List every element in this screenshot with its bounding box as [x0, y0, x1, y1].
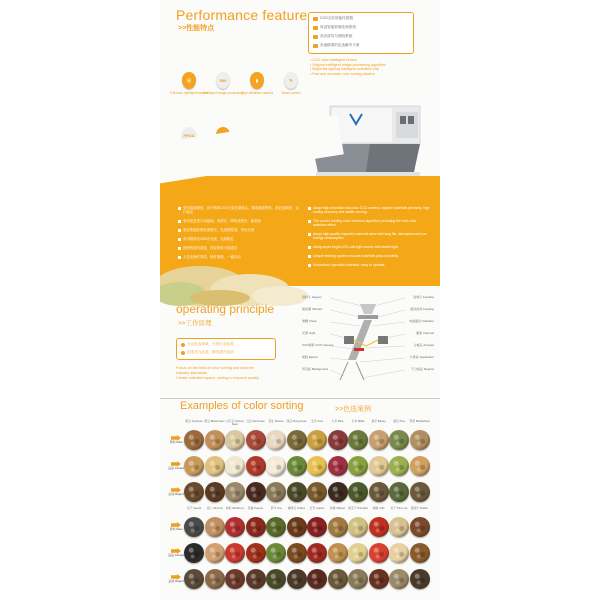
diagram-label: 进料口 Feeding — [413, 295, 434, 299]
fpga-icon: FPGA — [182, 127, 196, 144]
sample-dish — [205, 482, 225, 502]
row-tag — [168, 435, 184, 445]
sample-dish — [328, 543, 348, 563]
sample-dish — [328, 517, 348, 537]
row-tag-label: 良品 Accept — [168, 466, 185, 470]
feature-item: 原创智能影像处理系统 — [313, 25, 356, 30]
sample-dish — [246, 569, 266, 589]
sample-dish — [410, 517, 430, 537]
row-tag-label: 杂质 Reject — [168, 579, 184, 583]
sample-label: 黑豆 Black bean — [204, 419, 225, 423]
examples-title: Examples of color sorting — [180, 400, 304, 412]
sample-dish — [410, 482, 430, 502]
target-icon — [181, 343, 185, 347]
sample-dish — [307, 517, 327, 537]
row-tag — [168, 574, 184, 584]
diagram-label: 振动给料 Feeding — [410, 307, 434, 311]
feature-item: 高速精准的色选解决方案 — [313, 43, 360, 48]
examples-grid-top — [168, 420, 434, 508]
sample-label: 瓜子 Seeds — [186, 506, 202, 510]
sample-dish — [246, 456, 266, 476]
banner-item: 采用优质进口电磁阀，寿命长，喷吹速度快，能耗低 — [178, 219, 300, 223]
banner-item: Adopt high-quality imported solenoid valve with long life, fast speed and low energy consumption. — [308, 232, 430, 240]
row-tag — [168, 522, 184, 532]
sample-dish — [205, 569, 225, 589]
sample-label: 小米 Millet — [351, 419, 365, 423]
diagram-label: 通道 Channel — [415, 331, 434, 335]
sample-dish — [369, 543, 389, 563]
icon-label: High definition camera — [241, 91, 273, 95]
control-icon: ✎ — [284, 72, 298, 89]
sample-dish — [205, 543, 225, 563]
diagram-label: 不合格品 Rejects — [411, 367, 434, 371]
sample-dish — [184, 543, 204, 563]
banner-item: 采用超高亮LED冷光源，光源稳定 — [178, 237, 300, 241]
sample-dish — [266, 517, 286, 537]
diagram-label: 喷阀 Ejector — [302, 355, 319, 359]
sample-dish — [389, 482, 409, 502]
banner-item: Unique feeding system ensures materials pass smoothly. — [308, 254, 430, 258]
sensor-icon: ⦿ — [182, 72, 196, 89]
operating-title: operating principle — [176, 302, 275, 316]
sample-dish — [287, 517, 307, 537]
diagram-label: 背景板 Background — [302, 367, 328, 371]
sample-dish — [307, 569, 327, 589]
sample-dish — [348, 517, 368, 537]
sample-dish — [266, 482, 286, 502]
diagram-label: 电磁振动 Vibration — [409, 319, 434, 323]
sample-dish — [246, 430, 266, 450]
sample-dish — [225, 517, 245, 537]
sample-dish — [225, 456, 245, 476]
diagram-label: 合格品 Accepts — [413, 343, 434, 347]
sample-dish — [348, 430, 368, 450]
sample-dish — [369, 569, 389, 589]
diagram-label: 进料斗 Hopper — [302, 295, 322, 299]
sample-dish — [225, 543, 245, 563]
sample-dish — [184, 456, 204, 476]
row-tag-label: 良品 Accept — [168, 553, 185, 557]
sample-dish — [348, 456, 368, 476]
sample-label: 茶叶 Tea — [270, 506, 282, 510]
diagram-label: 滑槽 Chute — [302, 319, 317, 323]
target-icon — [313, 44, 318, 48]
sample-label: 葡萄干 Raisin — [411, 506, 428, 510]
row-tag — [168, 487, 184, 497]
sample-dish — [225, 430, 245, 450]
sample-dish — [389, 456, 409, 476]
sample-dish — [246, 482, 266, 502]
camera-icon — [313, 17, 318, 21]
diagram-label: CCD相机 CCD Camera — [302, 343, 334, 347]
sample-dish — [287, 482, 307, 502]
sample-dish — [184, 569, 204, 589]
feature-bullets: • CCD color intelligent sensor • Original intelligent image processing algorithm • Bright-lite lighting intelligent unlimited chip • Fast and accurate color sorting solution — [310, 58, 430, 76]
sample-label: 杏仁 Almond — [206, 506, 223, 510]
sample-dish — [287, 430, 307, 450]
banner-item: 采用高清晰度、高分辨率CCD全彩色摄像头，精准捕捉物料，高色选精度，运行稳定 — [178, 206, 300, 214]
feature-item: CCD全彩智能传感器 — [313, 16, 353, 21]
diagram-label: 光源 Light — [302, 331, 316, 335]
sample-dish — [389, 543, 409, 563]
sample-label: 花生 Peanut — [268, 419, 284, 423]
sample-dish — [410, 569, 430, 589]
banner-item: 独特的进料系统，保证物料平稳通过 — [178, 246, 300, 250]
camera-icon: ▮ — [250, 72, 264, 89]
sample-dish — [287, 543, 307, 563]
product-page — [160, 0, 440, 600]
processing-icon: 500 — [216, 72, 230, 89]
sample-dish — [348, 543, 368, 563]
sample-label: 辣椒 Chili — [372, 506, 385, 510]
sample-dish — [266, 543, 286, 563]
light-icon — [313, 35, 318, 39]
sample-label: 绿豆 Mung bean — [286, 419, 307, 423]
sample-dish — [266, 569, 286, 589]
sample-dish — [369, 482, 389, 502]
sample-dish — [225, 482, 245, 502]
sample-dish — [184, 430, 204, 450]
sample-label-row — [168, 420, 434, 430]
sample-dish — [266, 456, 286, 476]
working-principle-diagram — [300, 290, 435, 386]
sample-dish — [389, 430, 409, 450]
feature-box — [308, 12, 414, 54]
sample-dish — [184, 482, 204, 502]
banner-item: 原创智能影像处理算法，色选精度高，带出比低 — [178, 228, 300, 232]
sample-label: 花椒 Pepper — [247, 506, 264, 510]
sample-dish — [410, 430, 430, 450]
sample-dish — [410, 456, 430, 476]
sample-dish — [205, 430, 225, 450]
sample-label: 红豆 Red bean — [246, 419, 265, 423]
sample-label: 核桃 Walnut — [330, 506, 345, 510]
sample-label: 薏米 Barley — [371, 419, 386, 423]
sample-label: 豌豆 Pea — [393, 419, 405, 423]
sample-dish — [287, 569, 307, 589]
sample-label: 玉米 Corn — [310, 419, 324, 423]
row-tag — [168, 548, 184, 558]
banner-item: The world's leading color selection algorithm, providing the best color selection effect. — [308, 219, 430, 227]
sample-label: 白芸豆 Kidney bean — [226, 419, 244, 427]
sample-label-row — [168, 507, 434, 517]
diagram-label: 振动器 Vibrator — [302, 307, 323, 311]
sample-dish — [266, 430, 286, 450]
sample-dish — [307, 543, 327, 563]
banner-item: Humanized operation interface, easy to operate. — [308, 263, 430, 267]
sample-dish — [389, 517, 409, 537]
feature-item: 高亮度均匀照明系统 — [313, 34, 352, 39]
sample-dish — [328, 569, 348, 589]
sample-dish — [307, 430, 327, 450]
sample-dish — [369, 517, 389, 537]
grain-pile-image — [160, 240, 310, 306]
sample-dish — [287, 456, 307, 476]
banner-right-column — [308, 206, 430, 272]
sample-dish — [328, 430, 348, 450]
sample-label: 咖啡豆 Coffee — [287, 506, 306, 510]
examples-subtitle: >>色选案例 — [335, 406, 372, 413]
sample-label: 红枣 Jujube — [309, 506, 325, 510]
sample-label: 南瓜子 Pumpkin — [347, 506, 369, 510]
sample-dish — [246, 543, 266, 563]
examples-grid-bottom — [168, 507, 434, 600]
operating-box: 专注色选领域，引领行业标准 创造非凡品质，精选提升品质 — [176, 338, 276, 360]
sample-label: 松子 Pine nut — [390, 506, 408, 510]
sample-dish — [225, 569, 245, 589]
icon-label: Full-color intelligent sensor — [170, 91, 208, 95]
sample-dish — [369, 430, 389, 450]
sample-dish — [348, 569, 368, 589]
sample-dish — [389, 569, 409, 589]
chip-icon — [313, 26, 318, 30]
row-tag-label: 原料 Raw — [169, 527, 183, 531]
row-tag — [168, 461, 184, 471]
banner-item: 人性化操作界面，操作简便，一键启动 — [178, 255, 300, 259]
sample-dish — [246, 517, 266, 537]
sample-dish — [205, 456, 225, 476]
banner-item: Adopt high-resolution full-color CCD camera, capture materials precisely, high sorting accuracy and stable running. — [308, 206, 430, 214]
performance-title: Performance feature — [176, 7, 308, 23]
sample-dish — [307, 482, 327, 502]
star-icon — [181, 351, 185, 355]
diagram-label: 分离室 Separation — [409, 355, 434, 359]
sample-label: 荞麦 Buckwheat — [409, 419, 430, 423]
sample-dish — [307, 456, 327, 476]
sample-dish — [369, 456, 389, 476]
sample-dish — [205, 517, 225, 537]
sample-dish — [184, 517, 204, 537]
sample-label: 大米 Rice — [331, 419, 344, 423]
section-divider — [160, 398, 440, 399]
sample-label: 枸杞 Wolfberry — [225, 506, 245, 510]
sample-label: 黄豆 Soybean — [185, 419, 203, 423]
sample-dish — [410, 543, 430, 563]
performance-subtitle: >>性能特点 — [178, 25, 215, 32]
operating-subtitle: >>工作原理 — [178, 320, 212, 327]
banner-item: Using super bright LED cold light source with stable light. — [308, 245, 430, 249]
icon-label: Smart control — [281, 91, 301, 95]
sample-dish — [328, 456, 348, 476]
icon-label: Intelligent image processing — [203, 91, 243, 95]
row-tag-label: 杂质 Reject — [168, 492, 184, 496]
sample-dish — [328, 482, 348, 502]
operating-text: Focus on the field of color sorting and lead the industry standards Create unlimited space, sorting to improve quality — [176, 366, 260, 380]
sample-dish — [348, 482, 368, 502]
row-tag-label: 原料 Raw — [169, 440, 183, 444]
